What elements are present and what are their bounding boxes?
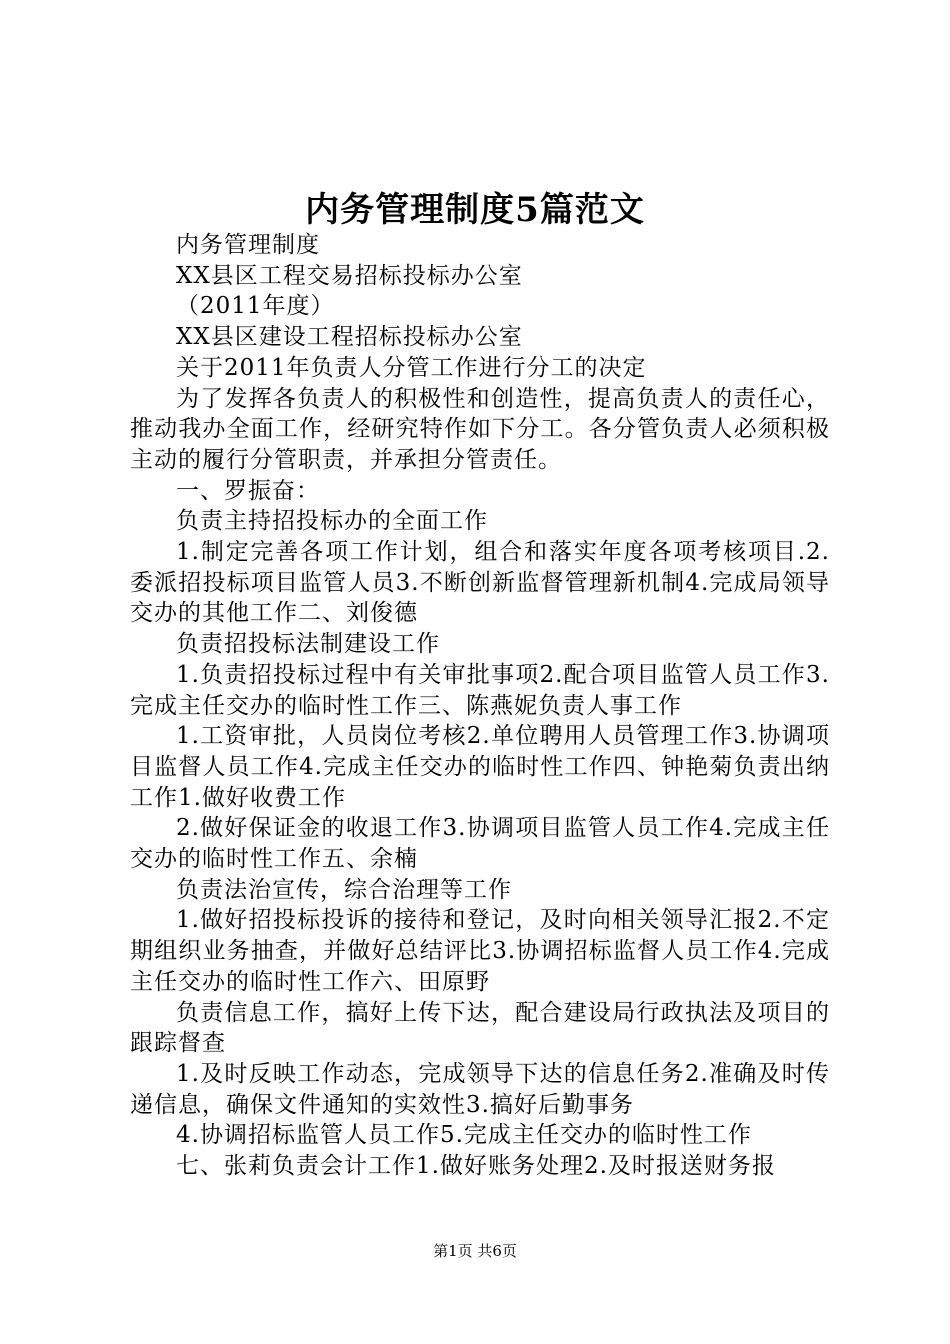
paragraph: 1.做好招投标投诉的接待和登记，及时向相关领导汇报2.不定期组织业务抽查，并做好总结评比3.协调招标监督人员工作4.完成主任交办的临时性工作六、田原野 (130, 907, 830, 995)
paragraph: 2.做好保证金的收退工作3.协调项目监管人员工作4.完成主任交办的临时性工作五、余楠 (130, 815, 830, 873)
paragraph: 为了发挥各负责人的积极性和创造性，提高负责人的责任心，推动我办全面工作，经研究特作如下分工。各分管负责人必须积极主动的履行分管职责，并承担分管责任。 (130, 385, 830, 473)
paragraph: 七、张莉负责会计工作1.做好账务处理2.及时报送财务报 (176, 1153, 776, 1180)
paragraph: 一、罗振奋： (176, 477, 320, 504)
paragraph: 负责信息工作，搞好上传下达，配合建设局行政执法及项目的跟踪督查 (130, 999, 830, 1057)
paragraph: 内务管理制度 (176, 232, 320, 258)
paragraph: 1.负责招投标过程中有关审批事项2.配合项目监管人员工作3.完成主任交办的临时性工作三、陈燕妮负责人事工作 (130, 661, 830, 719)
paragraph: 1.制定完善各项工作计划，组合和落实年度各项考核项目.2.委派招投标项目监管人员3.不断创新监督管理新机制4.完成局领导交办的其他工作二、刘俊德 (130, 539, 830, 627)
paragraph: 负责招投标法制建设工作 (176, 631, 440, 658)
paragraph: 负责法治宣传，综合治理等工作 (176, 876, 512, 903)
paragraph: 4.协调招标监管人员工作5.完成主任交办的临时性工作 (176, 1122, 752, 1149)
document-body (130, 230, 830, 1182)
document-title: 内务管理制度5篇范文 (305, 190, 645, 230)
paragraph: 关于2011年负责人分管工作进行分工的决定 (176, 354, 647, 381)
page-footer: 第1页 共6页 (433, 1242, 517, 1260)
paragraph: 1.工资审批，人员岗位考核2.单位聘用人员管理工作3.协调项目监督人员工作4.完成主任交办的临时性工作四、钟艳菊负责出纳工作1.做好收费工作 (130, 723, 830, 811)
paragraph: 负责主持招投标办的全面工作 (176, 508, 488, 535)
paragraph: XX县区建设工程招标投标办公室 (176, 324, 523, 351)
paragraph: XX县区工程交易招标投标办公室 (176, 262, 523, 289)
paragraph: 1.及时反映工作动态，完成领导下达的信息任务2.准确及时传递信息，确保文件通知的实效性3.搞好后勤事务 (130, 1060, 830, 1118)
paragraph: （2011年度） (176, 293, 335, 320)
